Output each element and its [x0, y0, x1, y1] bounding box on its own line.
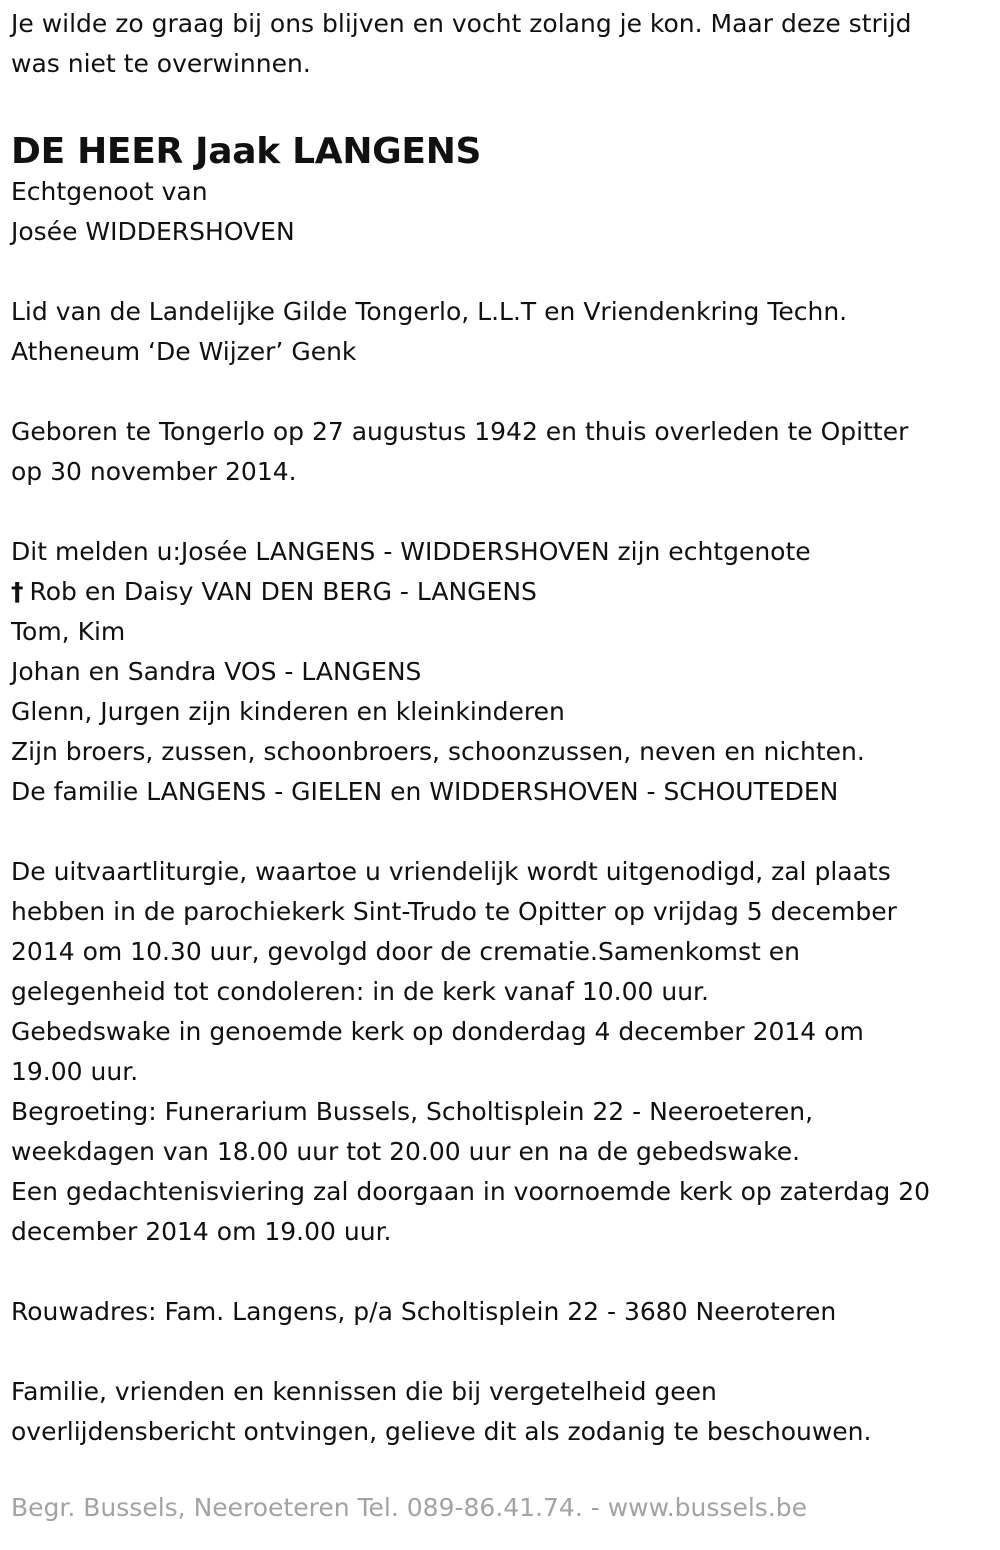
obituary-notice: [11, 4, 996, 1528]
ceremony-line: hebben in de parochiekerk Sint-Trudo te Opitter op vrijdag 5 december: [11, 897, 897, 926]
ceremony-line: december 2014 om 19.00 uur.: [11, 1217, 392, 1246]
ceremony-line: 2014 om 10.30 uur, gevolgd door de crematie.Samenkomst en: [11, 937, 801, 966]
family-line: De familie LANGENS - GIELEN en WIDDERSHOVEN - SCHOUTEDEN: [11, 777, 839, 806]
spacer: [11, 252, 996, 292]
family-line: Dit melden u:Josée LANGENS - WIDDERSHOVEN zijn echtgenote: [11, 537, 811, 566]
spacer: [11, 1252, 996, 1292]
ceremony-line: 19.00 uur.: [11, 1057, 139, 1086]
memberships: [11, 292, 996, 372]
family-line-text: Rob en Daisy VAN DEN BERG - LANGENS: [29, 577, 537, 606]
closing-notice: [11, 1372, 996, 1452]
notice-line: overlijdensbericht ontvingen, gelieve dit als zodanig te beschouwen.: [11, 1417, 872, 1446]
mourning-address: Rouwadres: Fam. Langens, p/a Scholtisplein 22 - 3680 Neeroteren: [11, 1297, 837, 1326]
family-line: Tom, Kim: [11, 617, 126, 646]
spouse-line: Josée WIDDERSHOVEN: [11, 217, 295, 246]
intro-line: Je wilde zo graag bij ons blijven en vocht zolang je kon. Maar deze strijd: [11, 9, 912, 38]
ceremony-line: gelegenheid tot condoleren: in de kerk vanaf 10.00 uur.: [11, 977, 709, 1006]
deceased-name: DE HEER Jaak LANGENS: [11, 131, 482, 172]
membership-line: Atheneum ‘De Wijzer’ Genk: [11, 337, 357, 366]
intro-line: was niet te overwinnen.: [11, 49, 311, 78]
spouse-line: Echtgenoot van: [11, 177, 208, 206]
family-line: Johan en Sandra VOS - LANGENS: [11, 657, 422, 686]
membership-line: Lid van de Landelijke Gilde Tongerlo, L.L.T en Vriendenkring Techn.: [11, 297, 848, 326]
family-line: Glenn, Jurgen zijn kinderen en kleinkinderen: [11, 697, 565, 726]
family-announcement: [11, 532, 996, 812]
spacer: [11, 812, 996, 852]
ceremony-line: Een gedachtenisviering zal doorgaan in voornoemde kerk op zaterdag 20: [11, 1177, 931, 1206]
ceremony-line: Begroeting: Funerarium Bussels, Scholtisplein 22 - Neeroeteren,: [11, 1097, 814, 1126]
funeral-home-footer: Begr. Bussels, Neeroeteren Tel. 089-86.41.74. - www.bussels.be: [11, 1493, 807, 1522]
birth-death-line: op 30 november 2014.: [11, 457, 297, 486]
ceremony-line: weekdagen van 18.00 uur tot 20.00 uur en na de gebedswake.: [11, 1137, 801, 1166]
spacer: [11, 1332, 996, 1372]
family-line: Zijn broers, zussen, schoonbroers, schoonzussen, neven en nichten.: [11, 737, 865, 766]
ceremony-line: Gebedswake in genoemde kerk op donderdag 4 december 2014 om: [11, 1017, 864, 1046]
ceremony-details: [11, 852, 996, 1252]
family-line-deceased-child: [11, 572, 996, 612]
notice-line: Familie, vrienden en kennissen die bij vergetelheid geen: [11, 1377, 717, 1406]
birth-death-line: Geboren te Tongerlo op 27 augustus 1942 en thuis overleden te Opitter: [11, 417, 909, 446]
intro-text: [11, 4, 996, 84]
ceremony-line: De uitvaartliturgie, waartoe u vriendelijk wordt uitgenodigd, zal plaats: [11, 857, 891, 886]
spacer: [11, 492, 996, 532]
cross-icon: †: [11, 577, 24, 606]
birth-death-info: [11, 412, 996, 492]
spouse-info: [11, 172, 996, 252]
spacer: [11, 372, 996, 412]
